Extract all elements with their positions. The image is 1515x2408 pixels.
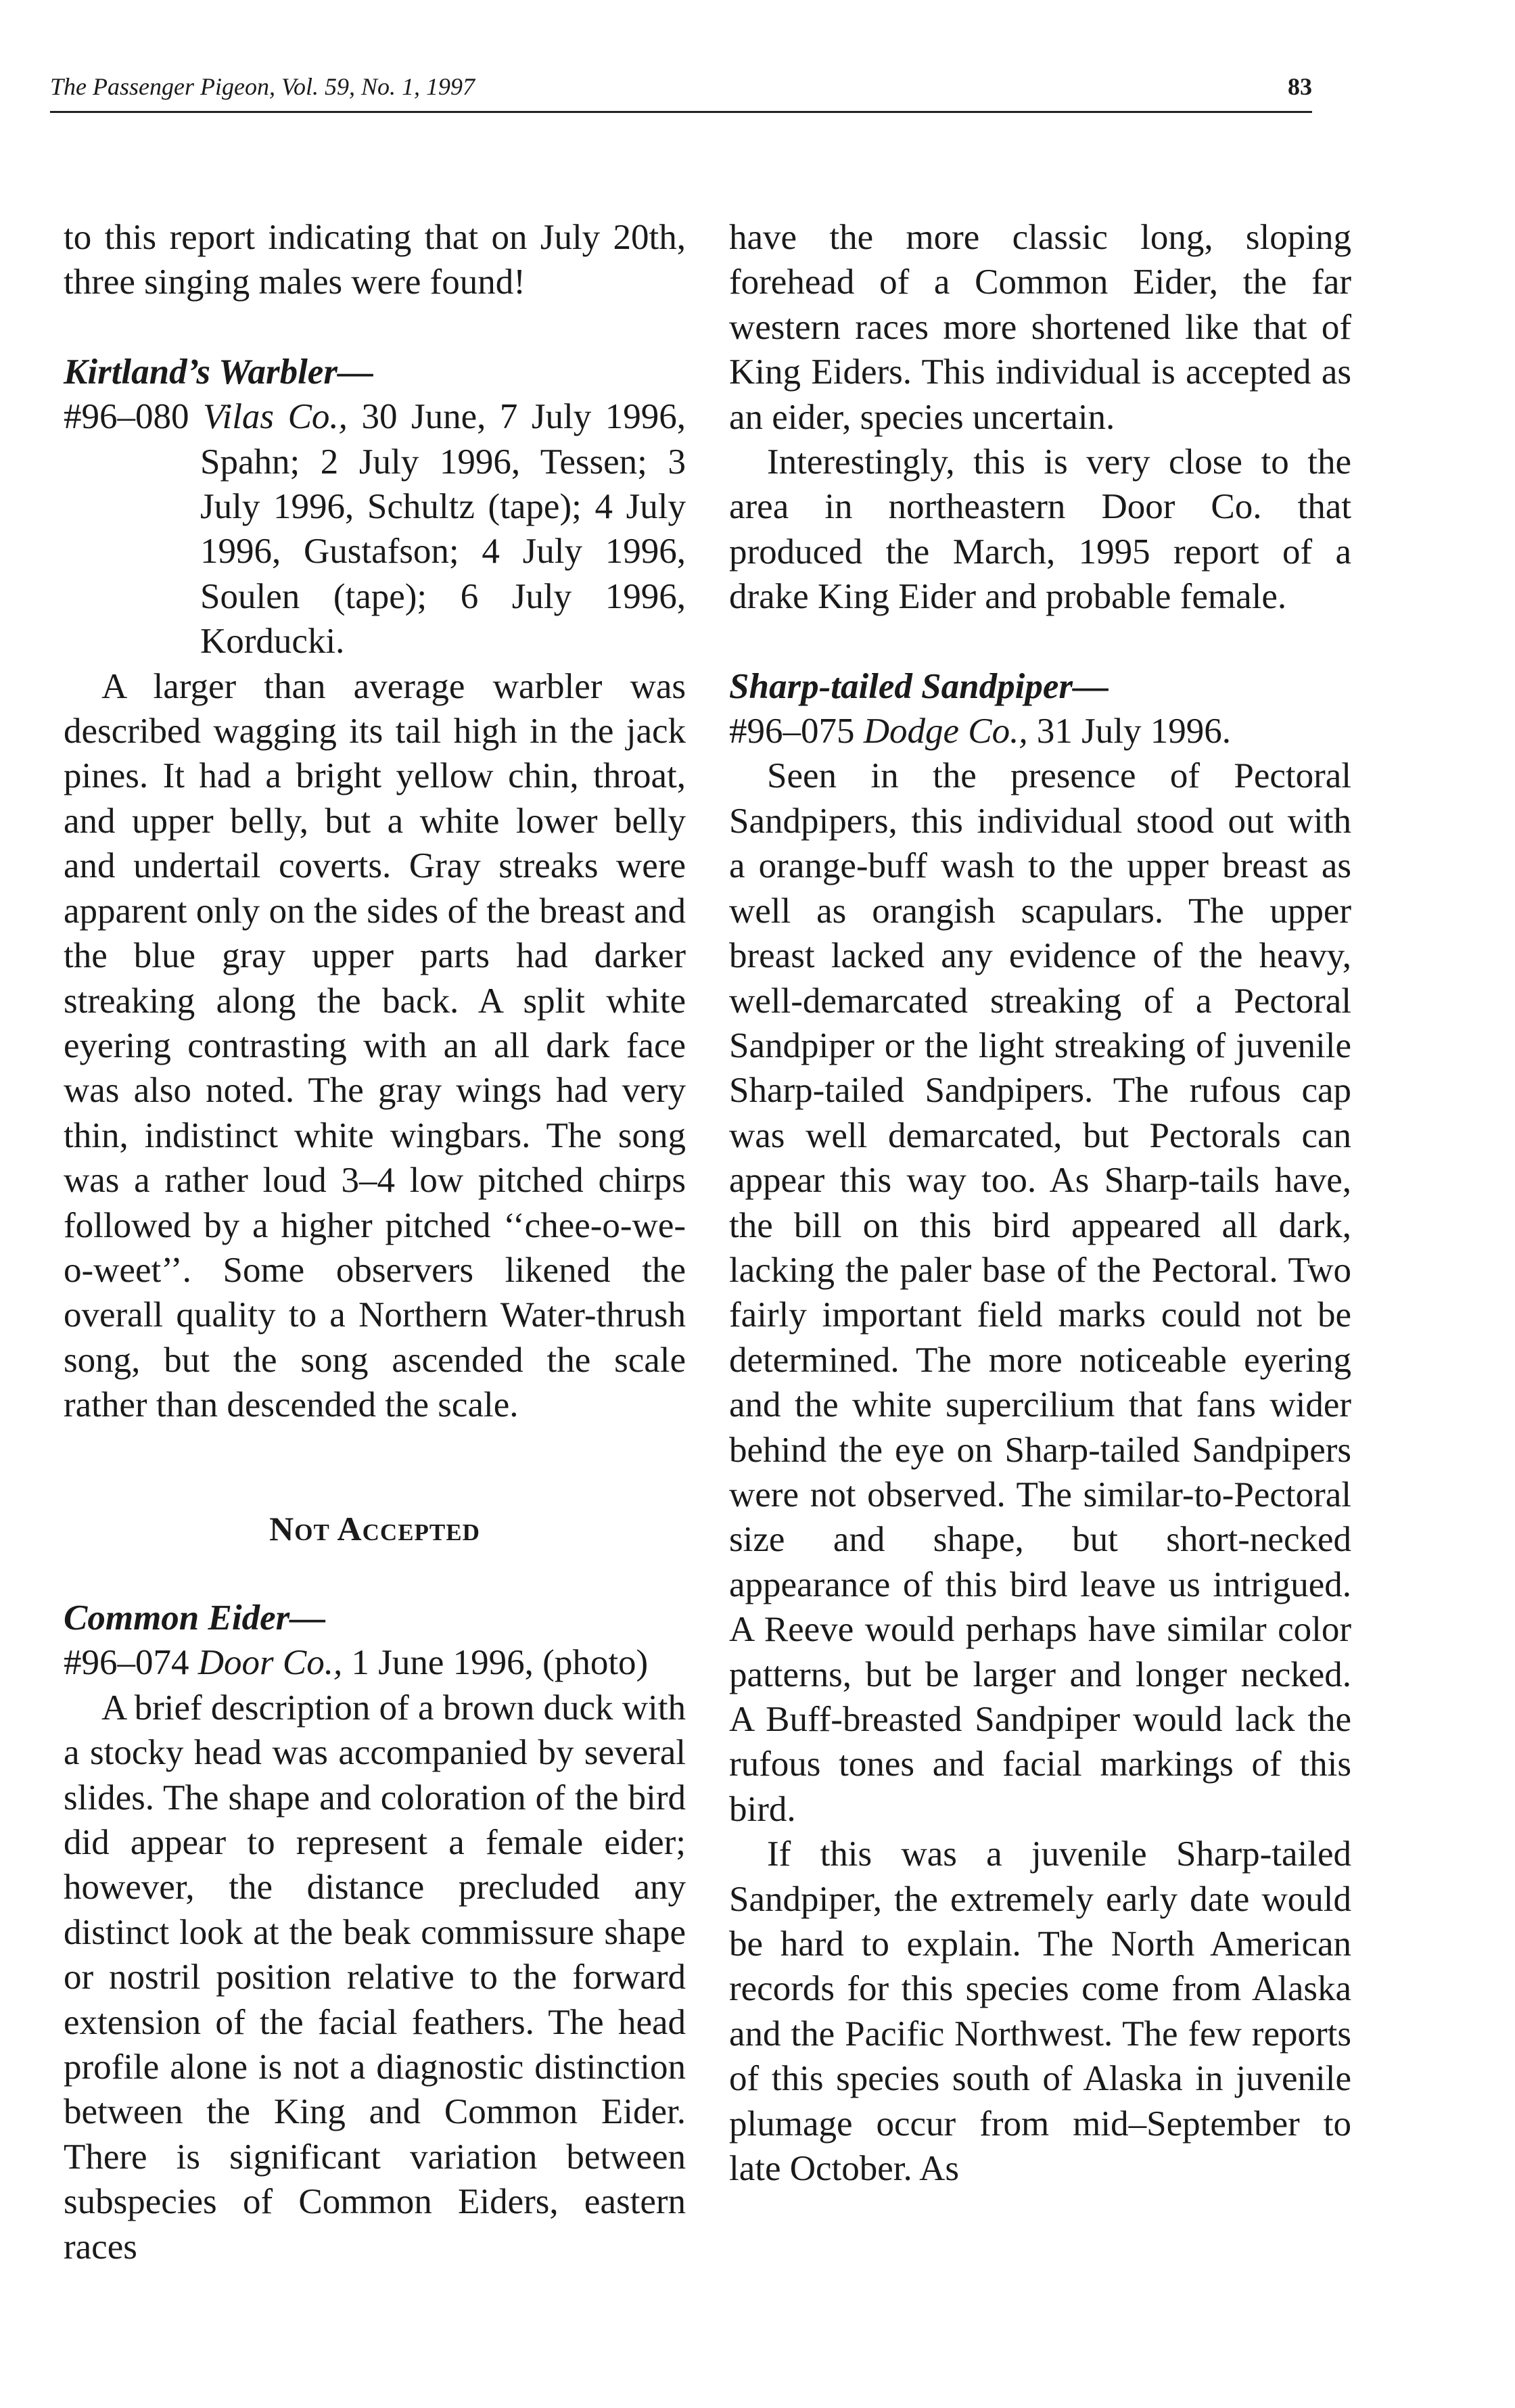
- record-details: 31 July 1996.: [1036, 712, 1232, 751]
- record-number: #96–075: [729, 712, 855, 751]
- spacer: [64, 1473, 686, 1506]
- record-details: 30 June, 7 July 1996, Spahn; 2 July 1996, Tessen; 3 July 1996, Schultz (tape); 4 July 1996, Gustafson; 4 July 1996, Soulen (tape); 6 July 1996, Korducki.: [200, 397, 686, 662]
- record-details: 1 June 1996, (photo): [351, 1643, 649, 1683]
- section-heading-not-accepted: Not Accepted: [269, 1509, 480, 1548]
- paragraph: If this was a juvenile Sharp-tailed Sandpiper, the extremely early date would be hard to explain. The North American records for this species come from Alaska and the Pacific Northwest. The few reports of this species south of Alaska in juvenile plumage occur from mid–September to late October. As: [729, 1834, 1351, 2189]
- paragraph: Seen in the presence of Pectoral Sandpipers, this individual stood out with a orange-buff wash to the upper breast as well as orangish scapulars. The upper breast lacked any evidence of the heavy, well-demarcated streaking of a Pectoral Sandpiper or the light streaking of juvenile Sharp-tailed Sandpipers. The rufous cap was well demarcated, but Pectorals can appear this way too. As Sharp-tails have, the bill on this bird appeared all dark, lacking the paler base of the Pectoral. Two fairly important field marks could not be determined. The more noticeable eyering and the white supercilium that fans wider behind the eye on Sharp-tailed Sandpipers were not observed. The similar-to-Pectoral size and shape, but short-necked appearance of this bird leave us intrigued. A Reeve would perhaps have similar color patterns, but be larger and longer necked. A Buff-breasted Sandpiper would lack the rufous tones and facial markings of this bird.: [729, 756, 1351, 1829]
- journal-title: The Passenger Pigeon, Vol. 59, No. 1, 1997: [50, 73, 475, 100]
- spacer: [64, 1428, 686, 1473]
- spacer: [64, 305, 686, 350]
- record-entry: [64, 1640, 686, 1685]
- record-entry: [729, 709, 1351, 754]
- spacer: [64, 1551, 686, 1596]
- paragraph: to this report indicating that on July 20th, three singing males were found!: [64, 218, 686, 302]
- right-column: [729, 215, 1351, 2191]
- running-header: [50, 70, 1312, 113]
- common-eider-heading: Common Eider—: [64, 1598, 326, 1638]
- record-number: #96–074: [64, 1643, 189, 1683]
- paragraph: Interestingly, this is very close to the area in northeastern Door Co. that produced the March, 1995 report of a drake King Eider and probable female.: [729, 442, 1351, 617]
- spacer: [729, 620, 1351, 664]
- left-column: [64, 215, 686, 2269]
- county: Dodge Co.,: [863, 712, 1028, 751]
- page-number: 83: [1288, 73, 1312, 100]
- record-entry: [64, 394, 686, 664]
- record-number: #96–080: [64, 397, 189, 437]
- paragraph: have the more classic long, sloping forehead of a Common Eider, the far western races more shortened like that of King Eiders. This individual is accepted as an eider, species uncertain.: [729, 218, 1351, 437]
- county: Door Co.,: [197, 1643, 343, 1683]
- paragraph: A larger than average warbler was described wagging its tail high in the jack pines. It had a bright yellow chin, throat, and upper belly, but a white lower belly and undertail coverts. Gray streaks were apparent only on the sides of the breast and the blue gray upper parts had darker streaking along the back. A split white eyering contrasting with an all dark face was also noted. The gray wings had very thin, indistinct white wingbars. The song was a rather loud 3–4 low pitched chirps followed by a higher pitched ‘‘chee-o-we-o-weet’’. Some observers likened the overall quality to a Northern Water-thrush song, but the song ascended the scale rather than descended the scale.: [64, 666, 686, 1425]
- county: Vilas Co.,: [203, 397, 348, 437]
- sharp-tailed-sandpiper-heading: Sharp-tailed Sandpiper—: [729, 666, 1109, 706]
- paragraph: A brief description of a brown duck with a stocky head was accompanied by several slides. The shape and coloration of the bird did appear to represent a female eider; however, the distance precluded any distinct look at the beak commissure shape or nostril position relative to the forward extension of the facial feathers. The head profile alone is not a diagnostic distinction between the King and Common Eider. There is significant variation between subspecies of Common Eiders, eastern races: [64, 1688, 686, 2267]
- kirtlands-warbler-heading: Kirtland’s Warbler—: [64, 352, 373, 392]
